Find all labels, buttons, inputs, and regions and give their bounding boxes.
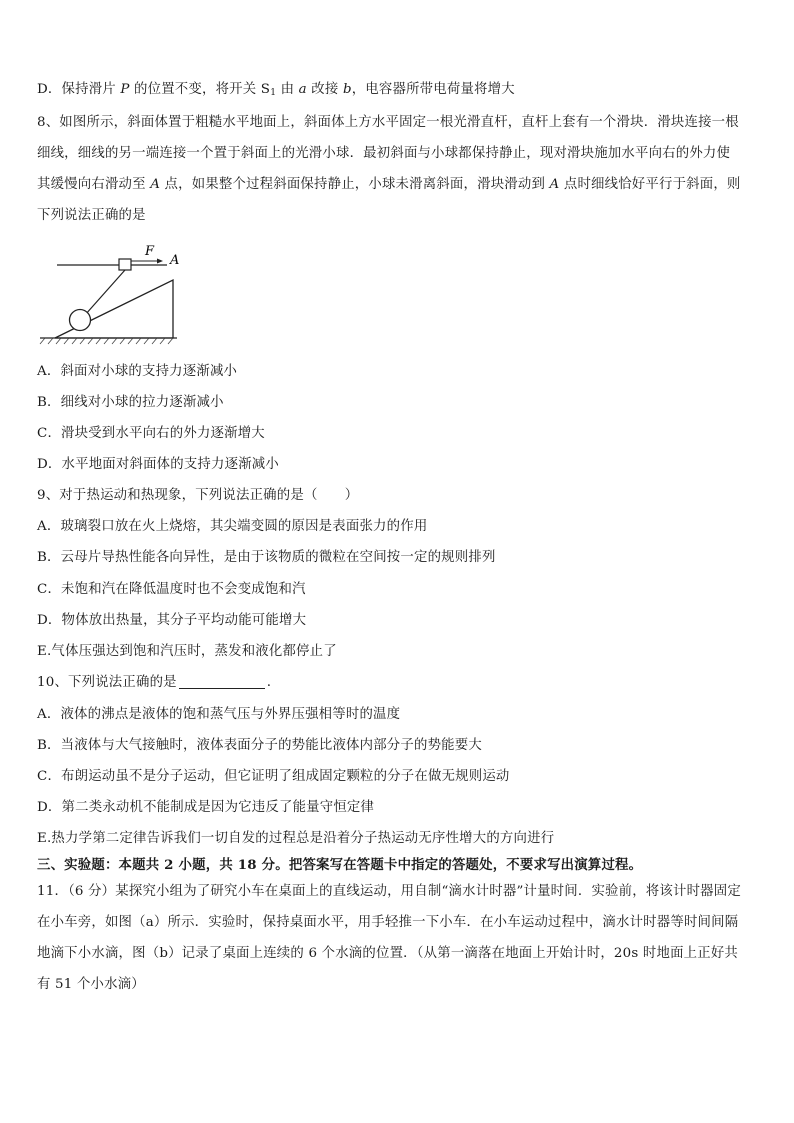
point-a-label: A — [170, 253, 180, 268]
incline-diagram-svg — [37, 244, 187, 346]
section-heading: 三、实验题：本题共 2 小题，共 18 分。把答案写在答题卡中指定的答题处，不要求写出演算过程。 — [37, 857, 643, 873]
q8-option-c: C．滑块受到水平向右的外力逐渐增大 — [37, 426, 265, 441]
force-arrowhead — [157, 259, 163, 264]
q8-option-a: A．斜面对小球的支持力逐渐减小 — [37, 364, 238, 379]
force-label: F — [145, 244, 155, 259]
text-segment: 改接 — [306, 82, 343, 97]
q8-stem-line-3 — [37, 175, 757, 195]
q8-option-b: B．细线对小球的拉力逐渐减小 — [37, 395, 224, 410]
q9-option-a: A．玻璃裂口放在火上烧熔，其尖端变圆的原因是表面张力的作用 — [37, 519, 428, 534]
text-segment: D．保持滑片 — [37, 82, 121, 97]
incline-body — [55, 280, 173, 338]
text-segment: 点，如果整个过程斜面保持静止，小球未滑离斜面，滑块滑动到 — [160, 177, 550, 192]
slider-block — [119, 259, 131, 270]
q10-option-a: A．液体的沸点是液体的饱和蒸气压与外界压强相等时的温度 — [37, 707, 401, 722]
ground-hatching — [40, 338, 173, 344]
q8-option-d: D．水平地面对斜面体的支持力逐渐减小 — [37, 457, 279, 472]
q11-line-2: 在小车旁，如图（a）所示．实验时，保持桌面水平，用手轻推一下小车．在小车运动过程中，滴水计时器等时间间隔 — [37, 915, 739, 930]
text-segment: 由 — [276, 82, 299, 97]
q9-option-e: E.气体压强达到饱和汽压时，蒸发和液化都停止了 — [37, 644, 337, 659]
q8-stem-line-1: 8、如图所示，斜面体置于粗糙水平地面上，斜面体上方水平固定一根光滑直杆，直杆上套有一个滑块．滑块连接一根 — [37, 115, 739, 130]
q8-stem-line-4: 下列说法正确的是 — [37, 208, 146, 223]
subscript-1: 1 — [270, 88, 277, 98]
q9-option-b: B．云母片导热性能各向异性，是由于该物质的微粒在空间按一定的规则排列 — [37, 550, 496, 565]
ball — [70, 310, 91, 331]
q9-stem: 9、对于热运动和热现象，下列说法正确的是（ ） — [37, 488, 359, 503]
incline-diagram — [37, 244, 187, 346]
symbol-a-point: A — [150, 177, 161, 192]
thread-line — [85, 270, 125, 315]
text-segment: ，电容器所带电荷量将增大 — [351, 82, 515, 97]
q11-line-1: 11．（6 分）某探究小组为了研究小车在桌面上的直线运动，用自制“滴水计时器”计量时间．实验前，将该计时器固定 — [37, 884, 741, 899]
answer-blank — [179, 674, 265, 689]
q9-option-d: D．物体放出热量，其分子平均动能可能增大 — [37, 613, 307, 628]
q9-option-c: C．未饱和汽在降低温度时也不会变成饱和汽 — [37, 582, 306, 597]
q10-option-e: E.热力学第二定律告诉我们一切自发的过程总是沿着分子热运动无序性增大的方向进行 — [37, 831, 555, 846]
q11-line-4: 有 51 个小水滴） — [37, 977, 145, 992]
symbol-b: b — [342, 82, 352, 97]
q10-option-d: D．第二类永动机不能制成是因为它违反了能量守恒定律 — [37, 800, 375, 815]
q8-stem-line-2: 细线，细线的另一端连接一个置于斜面上的光滑小球．最初斜面与小球都保持静止，现对滑块施加水平向右的外力使 — [37, 146, 731, 161]
symbol-a-point: A — [549, 177, 560, 192]
text-segment: . — [266, 675, 272, 690]
symbol-a: a — [298, 82, 307, 97]
text-segment: 点时细线恰好平行于斜面，则 — [559, 177, 741, 192]
symbol-p: P — [120, 82, 130, 97]
q11-line-3: 地滴下小水滴，图（b）记录了桌面上连续的 6 个水滴的位置．（从第一滴落在地面上开始计时，20s 时地面上正好共 — [37, 946, 739, 961]
text-segment: 其缓慢向右滑动至 — [37, 177, 151, 192]
q7-option-d — [37, 80, 757, 103]
q10-option-b: B．当液体与大气接触时，液体表面分子的势能比液体内部分子的势能要大 — [37, 738, 482, 753]
text-segment: 10、下列说法正确的是 — [37, 675, 177, 690]
text-segment: 的位置不变，将开关 S — [129, 82, 271, 97]
q10-option-c: C．布朗运动虽不是分子运动，但它证明了组成固定颗粒的分子在做无规则运动 — [37, 769, 510, 784]
q10-stem — [37, 673, 757, 693]
